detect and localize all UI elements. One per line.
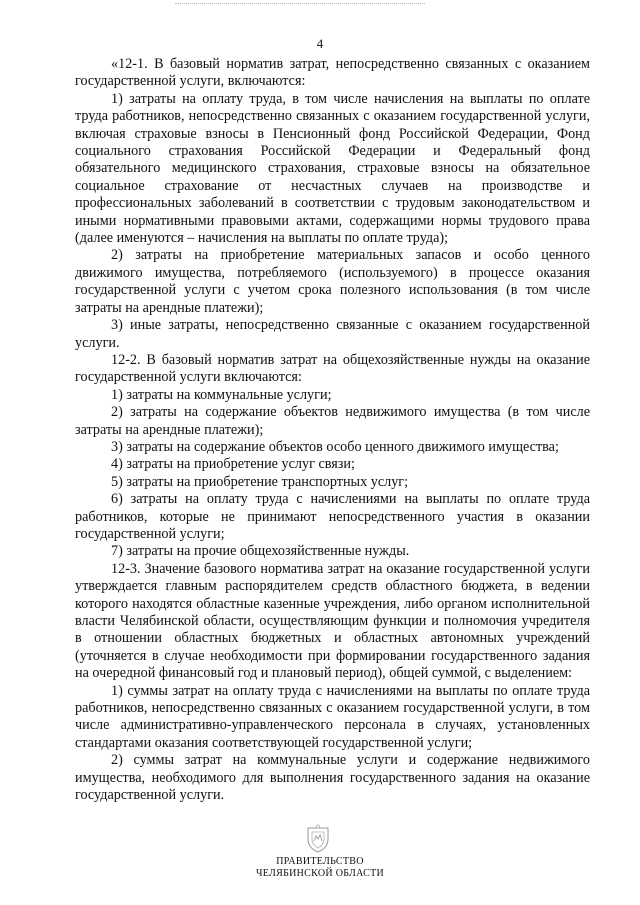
paragraph-12-2-item-6: 6) затраты на оплату труда с начислениями на выплаты по оплате труда работников, которые не принимают непосредственного участия в оказании государственной услуги; — [75, 491, 590, 542]
footer-line-2: ЧЕЛЯБИНСКОЙ ОБЛАСТИ — [255, 868, 385, 879]
paragraph-12-1-item-3: 3) иные затраты, непосредственно связанные с оказанием государственной услуги. — [75, 317, 590, 351]
paragraph-12-3-item-2: 2) суммы затрат на коммунальные услуги и содержание недвижимого имущества, необходимого для выполнения государственного задания на оказание государственной услуги. — [75, 752, 590, 804]
paragraph-12-2-item-2: 2) затраты на содержание объектов недвижимого имущества (в том числе затраты на арендные платежи); — [75, 404, 590, 438]
paragraph-12-3: 12-3. Значение базового норматива затрат на оказание государственной услуги утверждается главным распорядителем средств областного бюджета, в ведении которого находятся областные казенные учреждения, либо органом исполнительной власти Челябинской области, осуществляющим функции и полномочия учредителя в отношении областных бюджетных и областных автономных учреждений (уточняется в случае необходимости при формировании государственного задания на очередной финансовый год и плановый период), общей суммой, с выделением: — [75, 560, 590, 682]
paragraph-12-2-item-1: 1) затраты на коммунальные услуги; — [111, 386, 332, 403]
page-number: 4 — [316, 36, 324, 51]
issuer-footer — [0, 856, 640, 880]
paragraph-12-3-item-1: 1) суммы затрат на оплату труда с начислениями на выплаты по оплате труда работников, непосредственно связанных с оказанием государственной услуги, в том числе административно-управленческого персонала в случаях, установленных стандартами оказания соответствующей государственной услуги; — [75, 682, 590, 751]
footer-line-1: ПРАВИТЕЛЬСТВО — [276, 856, 364, 867]
paragraph-12-2: 12-2. В базовый норматив затрат на общехозяйственные нужды на оказание государственной услуги включаются: — [75, 351, 590, 386]
coat-of-arms-icon — [301, 824, 335, 854]
document-body — [75, 56, 590, 804]
paragraph-12-1-item-1: 1) затраты на оплату труда, в том числе начисления на выплаты по оплате труда работников, непосредственно связанных с оказанием государственной услуги, включая страховые взносы в Пенсионный фонд Российской Федерации, Фонд социального страхования Российской Федерации и Федеральный фонд обязательного медицинского страхования, страховые взносы на обязательное социальное страхование от несчастных случаев на производстве и профессиональных заболеваний в соответствии с трудовым законодательством и иными нормативными правовыми актами, содержащими нормы трудового права (далее именуются – начисления на выплаты по оплате труда); — [75, 90, 590, 247]
paragraph-12-2-item-5: 5) затраты на приобретение транспортных услуг; — [111, 473, 409, 490]
header-rule — [175, 3, 425, 6]
paragraph-12-2-item-3: 3) затраты на содержание объектов особо ценного движимого имущества; — [111, 438, 559, 455]
paragraph-12-2-item-7: 7) затраты на прочие общехозяйственные нужды. — [111, 543, 410, 560]
paragraph-12-2-item-4: 4) затраты на приобретение услуг связи; — [111, 456, 355, 473]
paragraph-12-1-item-2: 2) затраты на приобретение материальных запасов и особо ценного движимого имущества, потребляемого (используемого) в процессе оказания государственной услуги с учетом срока полезного использования (в том числе затраты на арендные платежи); — [75, 247, 590, 316]
paragraph-12-1: «12-1. В базовый норматив затрат, непосредственно связанных с оказанием государственной услуги, включаются: — [75, 56, 590, 90]
